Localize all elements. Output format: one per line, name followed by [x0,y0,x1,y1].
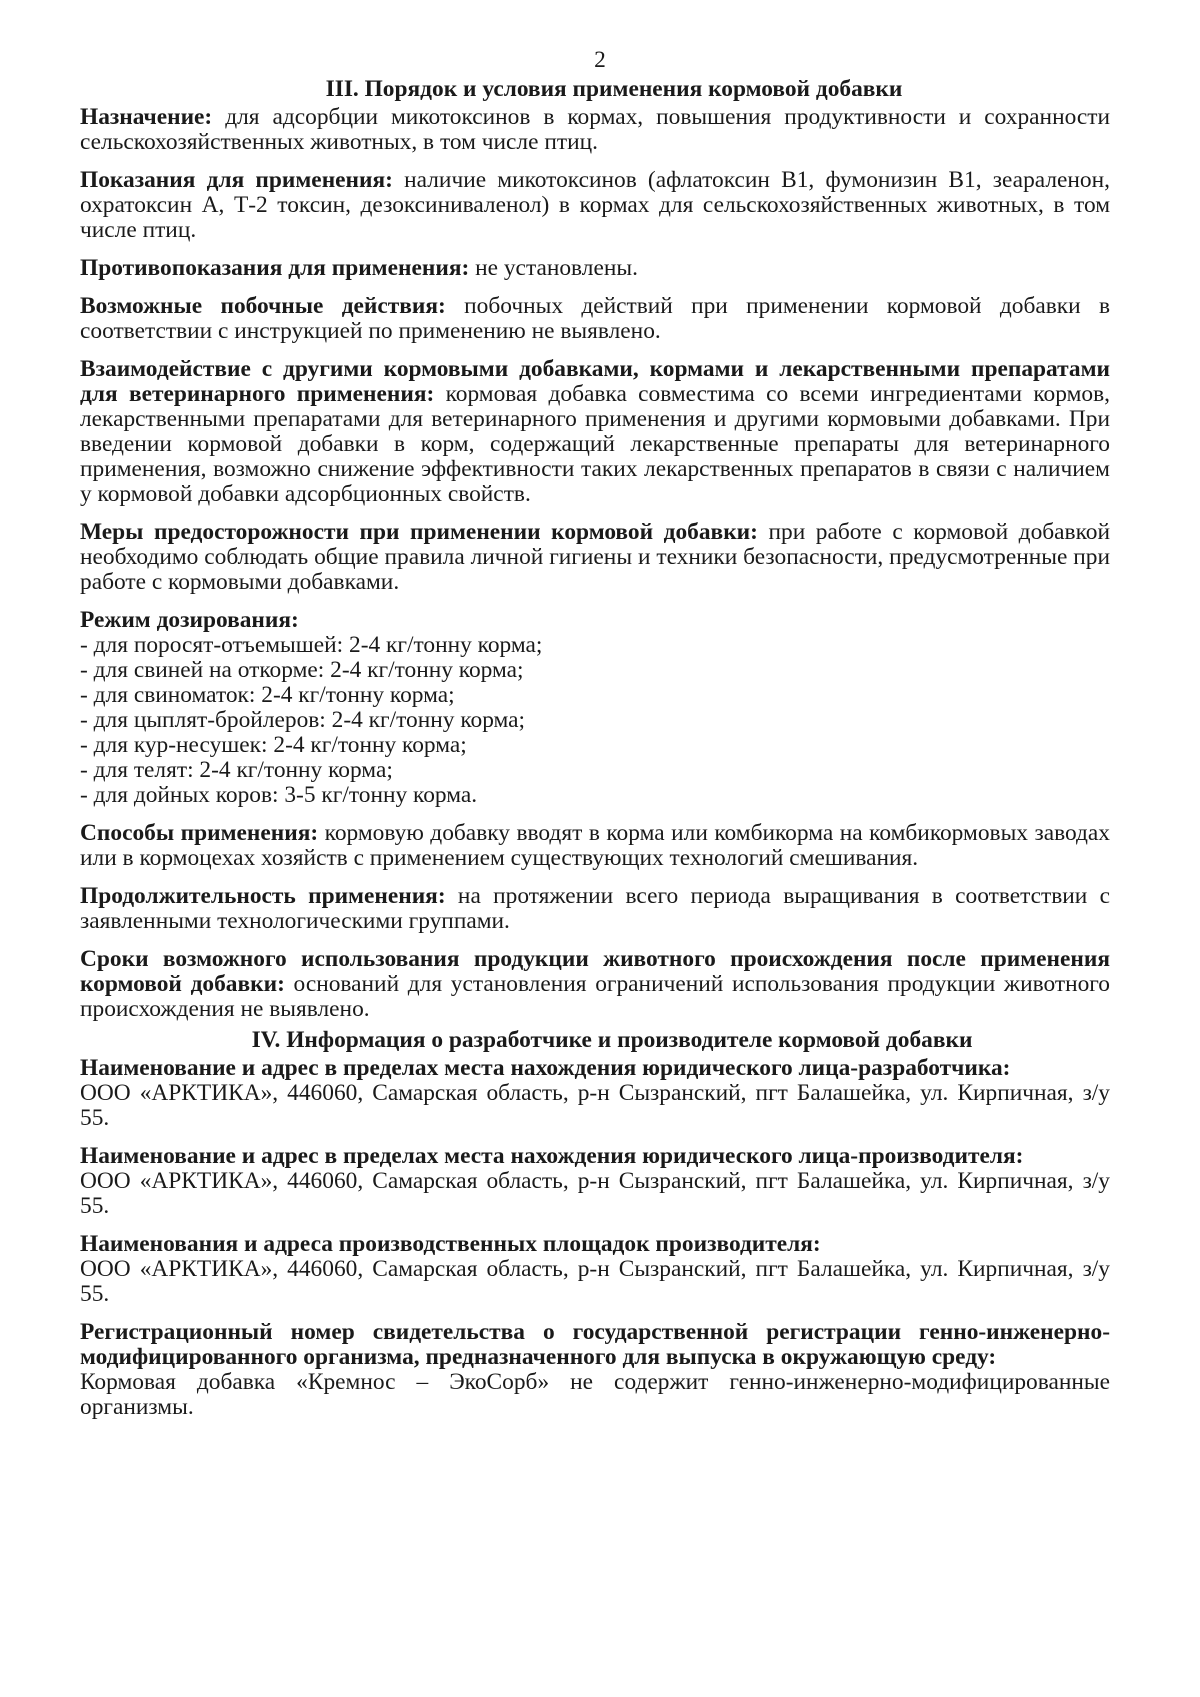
methods-label: Способы применения: [80,820,319,846]
developer-text: ООО «АРКТИКА», 446060, Самарская область, р-н Сызранский, пгт Балашейка, ул. Кирпичная, з/у 55. [80,1080,1110,1131]
dosage-item: - для дойных коров: 3-5 кг/тонну корма. [80,782,478,808]
indications-label: Показания для применения: [80,167,393,193]
precautions-text: при работе с кормовой добавкой необходимо соблюдать общие правила личной гигиены и техники безопасности, предусмотренные при работе с кормовыми добавками. [80,519,1110,595]
indications-paragraph [80,168,1110,243]
manufacturer-label: Наименование и адрес в пределах места нахождения юридического лица-производителя: [80,1143,1024,1169]
developer-label: Наименование и адрес в пределах места нахождения юридического лица-разработчика: [80,1055,1011,1081]
interaction-paragraph [80,357,1110,507]
side-effects-paragraph [80,294,1110,344]
duration-text: на протяжении всего периода выращивания в соответствии с заявленными технологическими группами. [80,883,1110,934]
gmo-paragraph [80,1320,1110,1420]
methods-text: кормовую добавку вводят в корма или комбикорма на комбикормовых заводах или в кормоцехах хозяйств с применением существующих технологий смешивания. [80,820,1111,871]
dosage-item: - для свиноматок: 2-4 кг/тонну корма; [80,682,455,708]
manufacturer-paragraph [80,1144,1110,1219]
document-body [80,77,1110,1420]
dosage-label: Режим дозирования: [80,607,299,633]
dosage-list [80,633,1110,808]
contraindications-paragraph [80,256,1110,281]
section-3-title: III. Порядок и условия применения кормовой добавки [325,76,903,102]
withdrawal-text: оснований для установления ограничений использования продукции животного происхождения не выявлено. [80,971,1110,1022]
contraindications-label: Противопоказания для применения: [80,255,470,281]
purpose-label: Назначение: [80,104,213,130]
duration-paragraph [80,884,1110,934]
section-4-title: IV. Информация о разработчике и производителе кормовой добавки [251,1027,973,1053]
dosage-item: - для поросят-отъемышей: 2-4 кг/тонну корма; [80,632,543,658]
interaction-text: кормовая добавка совместима со всеми ингредиентами кормов, лекарственными препаратами для ветеринарного применения и другими кормовыми добавками. При введении кормовой добавки в корм, содержащий лекарственные препараты для ветеринарного применения, возможно снижение эффективности таких лекарственных препаратов в связи с наличием у кормовой добавки адсорбционных свойств. [80,381,1110,507]
methods-paragraph [80,821,1110,871]
page-number: 2 [594,47,606,73]
interaction-label: Взаимодействие с другими кормовыми добавками, кормами и лекарственными препаратами для ветеринарного применения: [80,356,1110,407]
manufacturer-text: ООО «АРКТИКА», 446060, Самарская область, р-н Сызранский, пгт Балашейка, ул. Кирпичная, з/у 55. [80,1168,1110,1219]
precautions-paragraph [80,520,1110,595]
precautions-label: Меры предосторожности при применении кормовой добавки: [80,519,758,545]
purpose-paragraph [80,105,1110,155]
sites-text: ООО «АРКТИКА», 446060, Самарская область, р-н Сызранский, пгт Балашейка, ул. Кирпичная, з/у 55. [80,1256,1110,1307]
duration-label: Продолжительность применения: [80,883,446,909]
withdrawal-label: Сроки возможного использования продукции животного происхождения после применения кормовой добавки: [80,946,1110,997]
sites-label: Наименования и адреса производственных площадок производителя: [80,1231,821,1257]
dosage-item: - для цыплят-бройлеров: 2-4 кг/тонну корма; [80,707,526,733]
contraindications-text: не установлены. [469,255,638,281]
indications-text: наличие микотоксинов (афлатоксин В1, фумонизин В1, зеараленон, охратоксин А, Т-2 токсин, дезоксиниваленол) в кормах для сельскохозяйственных животных, в том числе птиц. [80,167,1110,243]
side-effects-text: побочных действий при применении кормовой добавки в соответствии с инструкцией по применению не выявлено. [80,293,1110,344]
withdrawal-paragraph [80,947,1110,1022]
side-effects-label: Возможные побочные действия: [80,293,446,319]
purpose-text: для адсорбции микотоксинов в кормах, повышения продуктивности и сохранности сельскохозяйственных животных, в том числе птиц. [80,104,1110,155]
dosage-item: - для кур-несушек: 2-4 кг/тонну корма; [80,732,467,758]
developer-paragraph [80,1056,1110,1131]
gmo-label: Регистрационный номер свидетельства о государственной регистрации генно-инженерно-модифицированного организма, предназначенного для выпуска в окружающую среду: [80,1319,1110,1370]
gmo-text: Кормовая добавка «Кремнос – ЭкоСорб» не содержит генно-инженерно-модифицированные организмы. [80,1369,1110,1420]
dosage-item: - для свиней на откорме: 2-4 кг/тонну корма; [80,657,524,683]
sites-paragraph [80,1232,1110,1307]
dosage-item: - для телят: 2-4 кг/тонну корма; [80,757,393,783]
